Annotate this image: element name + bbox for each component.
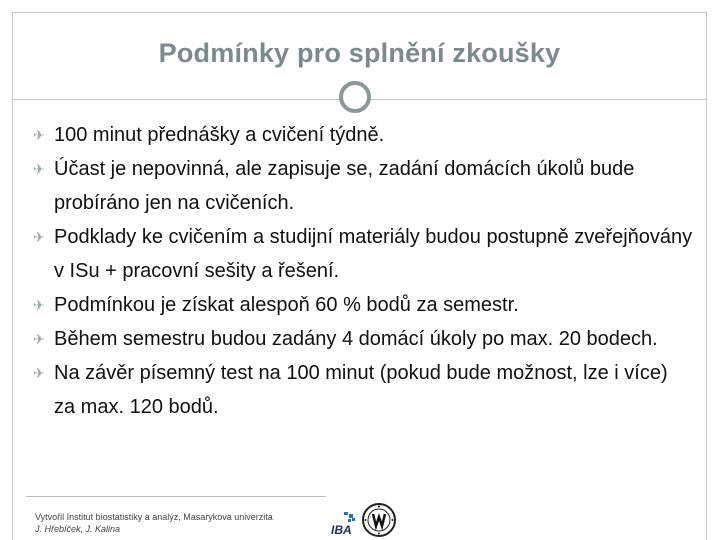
footer-credit bbox=[35, 511, 325, 535]
bullet-text: Na závěr písemný test na 100 minut (pokud bude možnost, lze i více) za max. 120 bodů. bbox=[54, 362, 668, 418]
footer-authors: J. Hřebíček, J. Kalina bbox=[35, 524, 121, 534]
bullet-arrow-icon: ✈ bbox=[33, 297, 45, 313]
bullet-arrow-icon: ✈ bbox=[33, 229, 45, 245]
iba-logo-text: IBA bbox=[331, 523, 352, 536]
list-item bbox=[34, 288, 694, 322]
bullet-text: 100 minut přednášky a cvičení týdně. bbox=[54, 124, 385, 146]
footer-divider bbox=[26, 496, 326, 497]
bullet-list bbox=[34, 118, 694, 424]
list-item bbox=[34, 356, 694, 424]
list-item bbox=[34, 322, 694, 356]
bullet-text: Účast je nepovinná, ale zapisuje se, zadání domácích úkolů bude probíráno jen na cvičeních. bbox=[54, 158, 635, 214]
bullet-arrow-icon: ✈ bbox=[33, 365, 45, 381]
university-seal-icon bbox=[362, 503, 396, 537]
list-item bbox=[34, 118, 694, 152]
divider-circle-icon bbox=[339, 81, 371, 113]
footer-credit-text: Vytvořil Institut biostatistiky a analýz, Masarykova univerzita bbox=[35, 512, 273, 522]
list-item bbox=[34, 220, 694, 288]
bullet-text: Podmínkou je získat alespoň 60 % bodů za semestr. bbox=[54, 294, 519, 316]
bullet-arrow-icon: ✈ bbox=[33, 127, 45, 143]
bullet-text: Během semestru budou zadány 4 domácí úkoly po max. 20 bodech. bbox=[54, 328, 658, 350]
bullet-arrow-icon: ✈ bbox=[33, 331, 45, 347]
page-title: Podmínky pro splnění zkoušky bbox=[158, 38, 561, 68]
iba-logo-icon bbox=[330, 512, 358, 536]
list-item bbox=[34, 152, 694, 220]
bullet-text: Podklady ke cvičením a studijní materiály budou postupně zveřejňovány v ISu + pracovní sešity a řešení. bbox=[54, 226, 693, 282]
bullet-arrow-icon: ✈ bbox=[33, 161, 45, 177]
